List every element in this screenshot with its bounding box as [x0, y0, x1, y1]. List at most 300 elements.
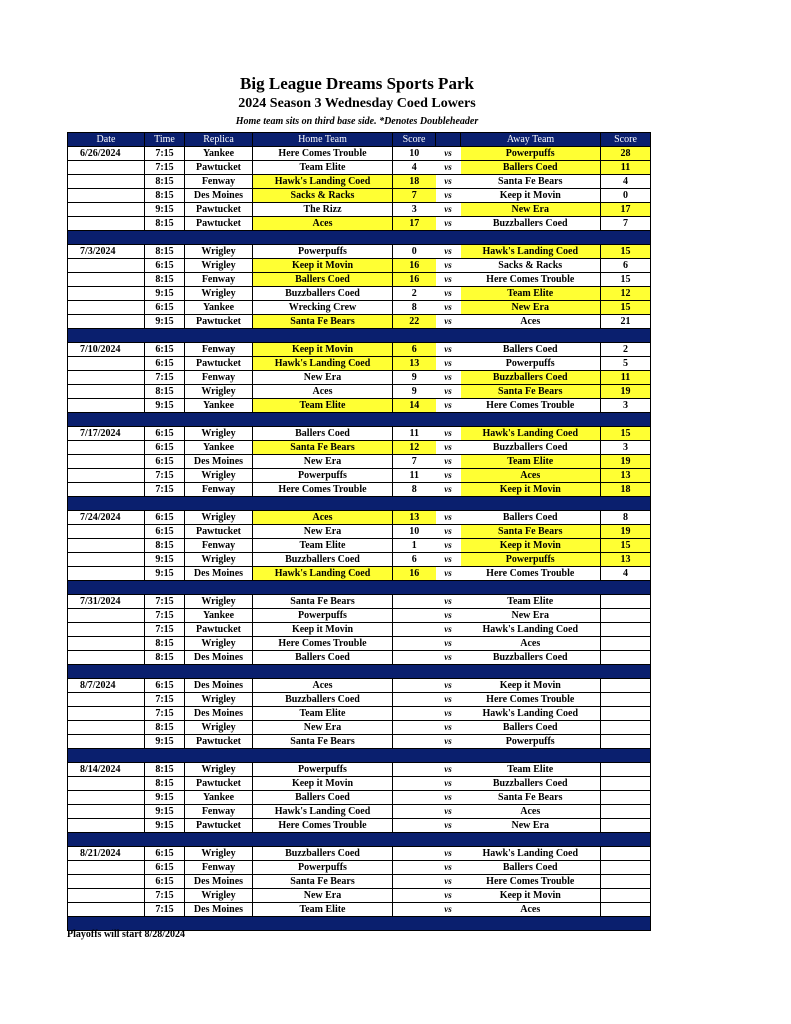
game-row [68, 301, 651, 315]
game-field: Pawtucket [185, 315, 253, 329]
home-team: Team Elite [253, 903, 393, 917]
home-score: 10 [393, 147, 436, 161]
vs-label: vs [436, 469, 461, 483]
game-field: Yankee [185, 441, 253, 455]
home-score [393, 721, 436, 735]
game-row [68, 609, 651, 623]
away-score [601, 679, 651, 693]
vs-label: vs [436, 637, 461, 651]
game-time: 8:15 [145, 721, 185, 735]
game-date-empty [68, 287, 145, 301]
away-score: 4 [601, 567, 651, 581]
away-score [601, 595, 651, 609]
game-date: 7/10/2024 [68, 343, 145, 357]
vs-label: vs [436, 903, 461, 917]
away-team: Here Comes Trouble [461, 567, 601, 581]
game-row [68, 875, 651, 889]
home-team: Keep it Movin [253, 623, 393, 637]
vs-label: vs [436, 441, 461, 455]
away-team: Sacks & Racks [461, 259, 601, 273]
away-score: 6 [601, 259, 651, 273]
away-team: Keep it Movin [461, 483, 601, 497]
game-row [68, 805, 651, 819]
game-date-empty [68, 721, 145, 735]
home-score: 12 [393, 441, 436, 455]
game-field: Pawtucket [185, 217, 253, 231]
week-separator [68, 581, 651, 595]
game-row [68, 679, 651, 693]
away-score: 11 [601, 161, 651, 175]
away-score: 17 [601, 203, 651, 217]
game-row [68, 889, 651, 903]
home-score [393, 777, 436, 791]
game-row [68, 203, 651, 217]
game-time: 9:15 [145, 735, 185, 749]
game-field: Fenway [185, 861, 253, 875]
home-score [393, 609, 436, 623]
home-score: 11 [393, 469, 436, 483]
game-date-empty [68, 791, 145, 805]
home-score: 10 [393, 525, 436, 539]
game-date-empty [68, 539, 145, 553]
home-team: Here Comes Trouble [253, 483, 393, 497]
game-time: 7:15 [145, 483, 185, 497]
separator-bar [68, 749, 651, 763]
game-date-empty [68, 609, 145, 623]
away-team: Powerpuffs [461, 553, 601, 567]
separator-bar [68, 665, 651, 679]
away-team: Team Elite [461, 595, 601, 609]
away-team: Hawk's Landing Coed [461, 245, 601, 259]
vs-label: vs [436, 511, 461, 525]
home-team: Santa Fe Bears [253, 735, 393, 749]
home-team: Team Elite [253, 539, 393, 553]
game-time: 8:15 [145, 385, 185, 399]
game-time: 7:15 [145, 609, 185, 623]
away-team: Ballers Coed [461, 343, 601, 357]
schedule-body [68, 147, 651, 931]
home-score [393, 651, 436, 665]
away-team: Santa Fe Bears [461, 175, 601, 189]
home-score: 17 [393, 217, 436, 231]
game-row [68, 483, 651, 497]
away-score: 19 [601, 455, 651, 469]
game-field: Fenway [185, 539, 253, 553]
game-time: 6:15 [145, 861, 185, 875]
vs-label: vs [436, 651, 461, 665]
vs-label: vs [436, 735, 461, 749]
away-team: Ballers Coed [461, 861, 601, 875]
home-score [393, 847, 436, 861]
col-replica: Replica [185, 133, 253, 147]
game-date-empty [68, 259, 145, 273]
game-row [68, 371, 651, 385]
away-score [601, 637, 651, 651]
vs-label: vs [436, 819, 461, 833]
home-score [393, 637, 436, 651]
game-date-empty [68, 385, 145, 399]
game-time: 9:15 [145, 819, 185, 833]
home-team: Powerpuffs [253, 861, 393, 875]
home-score: 13 [393, 511, 436, 525]
game-row [68, 217, 651, 231]
home-team: Ballers Coed [253, 273, 393, 287]
game-row [68, 819, 651, 833]
game-time: 9:15 [145, 315, 185, 329]
away-score: 13 [601, 469, 651, 483]
col-away-score: Score [601, 133, 651, 147]
game-time: 6:15 [145, 259, 185, 273]
game-row [68, 147, 651, 161]
vs-label: vs [436, 777, 461, 791]
home-score: 6 [393, 553, 436, 567]
away-team: Aces [461, 805, 601, 819]
away-team: Ballers Coed [461, 511, 601, 525]
vs-label: vs [436, 245, 461, 259]
vs-label: vs [436, 483, 461, 497]
vs-label: vs [436, 539, 461, 553]
away-team: Buzzballers Coed [461, 777, 601, 791]
game-date-empty [68, 553, 145, 567]
game-field: Wrigley [185, 693, 253, 707]
game-field: Wrigley [185, 245, 253, 259]
game-field: Yankee [185, 791, 253, 805]
game-time: 6:15 [145, 847, 185, 861]
game-time: 8:15 [145, 539, 185, 553]
vs-label: vs [436, 315, 461, 329]
game-time: 7:15 [145, 903, 185, 917]
away-team: Team Elite [461, 287, 601, 301]
vs-label: vs [436, 791, 461, 805]
vs-label: vs [436, 161, 461, 175]
game-row [68, 273, 651, 287]
home-team: Here Comes Trouble [253, 819, 393, 833]
game-row [68, 525, 651, 539]
separator-bar [68, 581, 651, 595]
game-time: 7:15 [145, 371, 185, 385]
home-team: Hawk's Landing Coed [253, 567, 393, 581]
game-date: 7/3/2024 [68, 245, 145, 259]
game-time: 6:15 [145, 441, 185, 455]
game-date-empty [68, 357, 145, 371]
week-separator [68, 329, 651, 343]
home-team: Aces [253, 511, 393, 525]
game-field: Pawtucket [185, 203, 253, 217]
game-field: Des Moines [185, 189, 253, 203]
home-team: Team Elite [253, 161, 393, 175]
game-date-empty [68, 875, 145, 889]
home-team: Team Elite [253, 399, 393, 413]
away-team: Team Elite [461, 763, 601, 777]
home-team: Santa Fe Bears [253, 875, 393, 889]
game-row [68, 357, 651, 371]
vs-label: vs [436, 595, 461, 609]
home-team: Here Comes Trouble [253, 637, 393, 651]
home-score [393, 805, 436, 819]
game-date-empty [68, 805, 145, 819]
page-subtitle: 2024 Season 3 Wednesday Coed Lowers [238, 96, 476, 111]
vs-label: vs [436, 455, 461, 469]
away-score [601, 693, 651, 707]
home-score: 16 [393, 567, 436, 581]
vs-label: vs [436, 567, 461, 581]
away-score [601, 763, 651, 777]
game-date: 6/26/2024 [68, 147, 145, 161]
home-team: Team Elite [253, 707, 393, 721]
home-team: Ballers Coed [253, 791, 393, 805]
week-separator [68, 749, 651, 763]
game-date-empty [68, 315, 145, 329]
away-team: Buzzballers Coed [461, 441, 601, 455]
home-team: Aces [253, 679, 393, 693]
game-time: 7:15 [145, 469, 185, 483]
away-team: Aces [461, 315, 601, 329]
game-date-empty [68, 399, 145, 413]
away-team: Buzzballers Coed [461, 217, 601, 231]
vs-label: vs [436, 301, 461, 315]
game-row [68, 539, 651, 553]
game-field: Wrigley [185, 511, 253, 525]
away-team: Keep it Movin [461, 539, 601, 553]
game-date: 7/17/2024 [68, 427, 145, 441]
game-row [68, 161, 651, 175]
away-team: Ballers Coed [461, 161, 601, 175]
away-score: 15 [601, 245, 651, 259]
game-time: 8:15 [145, 763, 185, 777]
home-score [393, 735, 436, 749]
away-score: 4 [601, 175, 651, 189]
home-score: 16 [393, 273, 436, 287]
game-field: Wrigley [185, 259, 253, 273]
game-date: 8/14/2024 [68, 763, 145, 777]
home-score: 14 [393, 399, 436, 413]
home-team: Keep it Movin [253, 259, 393, 273]
game-row [68, 385, 651, 399]
col-home-score: Score [393, 133, 436, 147]
away-team: Hawk's Landing Coed [461, 427, 601, 441]
game-date-empty [68, 693, 145, 707]
game-row [68, 721, 651, 735]
away-score: 19 [601, 525, 651, 539]
game-field: Fenway [185, 371, 253, 385]
game-field: Fenway [185, 343, 253, 357]
game-row [68, 847, 651, 861]
home-score [393, 623, 436, 637]
game-time: 9:15 [145, 399, 185, 413]
away-score: 18 [601, 483, 651, 497]
home-team: Santa Fe Bears [253, 441, 393, 455]
game-date-empty [68, 903, 145, 917]
away-score: 0 [601, 189, 651, 203]
away-score: 21 [601, 315, 651, 329]
game-date-empty [68, 735, 145, 749]
game-field: Yankee [185, 301, 253, 315]
vs-label: vs [436, 707, 461, 721]
col-home-team: Home Team [253, 133, 393, 147]
away-team: Keep it Movin [461, 679, 601, 693]
away-team: Aces [461, 469, 601, 483]
home-score: 9 [393, 371, 436, 385]
away-score [601, 791, 651, 805]
home-score: 7 [393, 189, 436, 203]
home-score: 22 [393, 315, 436, 329]
game-field: Fenway [185, 175, 253, 189]
home-score: 18 [393, 175, 436, 189]
away-team: Ballers Coed [461, 721, 601, 735]
home-team: Here Comes Trouble [253, 147, 393, 161]
week-separator [68, 833, 651, 847]
away-score: 11 [601, 371, 651, 385]
home-score: 4 [393, 161, 436, 175]
game-row [68, 763, 651, 777]
game-field: Wrigley [185, 427, 253, 441]
home-score: 8 [393, 301, 436, 315]
away-team: Powerpuffs [461, 147, 601, 161]
away-score: 13 [601, 553, 651, 567]
home-score [393, 595, 436, 609]
separator-bar [68, 497, 651, 511]
away-score [601, 847, 651, 861]
vs-label: vs [436, 805, 461, 819]
home-team: New Era [253, 889, 393, 903]
vs-label: vs [436, 889, 461, 903]
game-field: Fenway [185, 273, 253, 287]
game-time: 6:15 [145, 357, 185, 371]
away-score [601, 721, 651, 735]
game-field: Wrigley [185, 847, 253, 861]
away-team: Here Comes Trouble [461, 399, 601, 413]
game-time: 9:15 [145, 203, 185, 217]
home-team: The Rizz [253, 203, 393, 217]
home-team: Powerpuffs [253, 609, 393, 623]
game-time: 8:15 [145, 777, 185, 791]
away-team: Buzzballers Coed [461, 371, 601, 385]
home-team: Aces [253, 385, 393, 399]
away-team: Santa Fe Bears [461, 791, 601, 805]
game-date-empty [68, 567, 145, 581]
home-score: 11 [393, 427, 436, 441]
game-date: 7/31/2024 [68, 595, 145, 609]
game-time: 9:15 [145, 805, 185, 819]
away-score [601, 707, 651, 721]
away-score [601, 875, 651, 889]
game-field: Fenway [185, 805, 253, 819]
col-date: Date [68, 133, 145, 147]
game-time: 6:15 [145, 511, 185, 525]
game-date-empty [68, 819, 145, 833]
game-date-empty [68, 175, 145, 189]
game-date-empty [68, 707, 145, 721]
away-team: Keep it Movin [461, 889, 601, 903]
game-row [68, 595, 651, 609]
away-score: 3 [601, 399, 651, 413]
away-score: 7 [601, 217, 651, 231]
away-score: 15 [601, 539, 651, 553]
game-field: Wrigley [185, 469, 253, 483]
home-team: Buzzballers Coed [253, 287, 393, 301]
game-time: 7:15 [145, 693, 185, 707]
away-score [601, 819, 651, 833]
game-row [68, 441, 651, 455]
home-score [393, 889, 436, 903]
game-row [68, 623, 651, 637]
home-team: Ballers Coed [253, 427, 393, 441]
away-score [601, 735, 651, 749]
game-date-empty [68, 651, 145, 665]
game-field: Des Moines [185, 679, 253, 693]
game-field: Pawtucket [185, 777, 253, 791]
home-score: 0 [393, 245, 436, 259]
game-field: Des Moines [185, 651, 253, 665]
game-field: Wrigley [185, 763, 253, 777]
away-score: 15 [601, 427, 651, 441]
game-field: Pawtucket [185, 623, 253, 637]
game-date-empty [68, 777, 145, 791]
game-field: Fenway [185, 483, 253, 497]
game-row [68, 427, 651, 441]
home-score: 16 [393, 259, 436, 273]
game-field: Yankee [185, 609, 253, 623]
game-row [68, 245, 651, 259]
vs-label: vs [436, 203, 461, 217]
away-team: Hawk's Landing Coed [461, 623, 601, 637]
game-time: 9:15 [145, 287, 185, 301]
vs-label: vs [436, 371, 461, 385]
game-field: Wrigley [185, 553, 253, 567]
away-team: New Era [461, 301, 601, 315]
home-team: New Era [253, 721, 393, 735]
game-row [68, 735, 651, 749]
away-score: 2 [601, 343, 651, 357]
away-score: 12 [601, 287, 651, 301]
away-team: New Era [461, 609, 601, 623]
game-row [68, 791, 651, 805]
home-team: Wrecking Crew [253, 301, 393, 315]
home-score [393, 875, 436, 889]
game-time: 9:15 [145, 553, 185, 567]
game-field: Yankee [185, 147, 253, 161]
game-row [68, 399, 651, 413]
home-team: Hawk's Landing Coed [253, 805, 393, 819]
vs-label: vs [436, 273, 461, 287]
game-time: 8:15 [145, 245, 185, 259]
home-score: 7 [393, 455, 436, 469]
game-field: Des Moines [185, 567, 253, 581]
home-score: 13 [393, 357, 436, 371]
game-time: 7:15 [145, 623, 185, 637]
game-date-empty [68, 469, 145, 483]
game-field: Wrigley [185, 889, 253, 903]
home-team: New Era [253, 525, 393, 539]
game-date-empty [68, 217, 145, 231]
game-date-empty [68, 203, 145, 217]
home-score [393, 791, 436, 805]
vs-label: vs [436, 861, 461, 875]
game-time: 6:15 [145, 875, 185, 889]
home-score [393, 707, 436, 721]
game-time: 8:15 [145, 189, 185, 203]
game-row [68, 343, 651, 357]
home-team: Keep it Movin [253, 343, 393, 357]
game-date-empty [68, 889, 145, 903]
away-team: Keep it Movin [461, 189, 601, 203]
away-team: Aces [461, 903, 601, 917]
game-date-empty [68, 455, 145, 469]
home-team: Ballers Coed [253, 651, 393, 665]
home-score: 6 [393, 343, 436, 357]
home-team: Powerpuffs [253, 763, 393, 777]
home-team: Hawk's Landing Coed [253, 175, 393, 189]
